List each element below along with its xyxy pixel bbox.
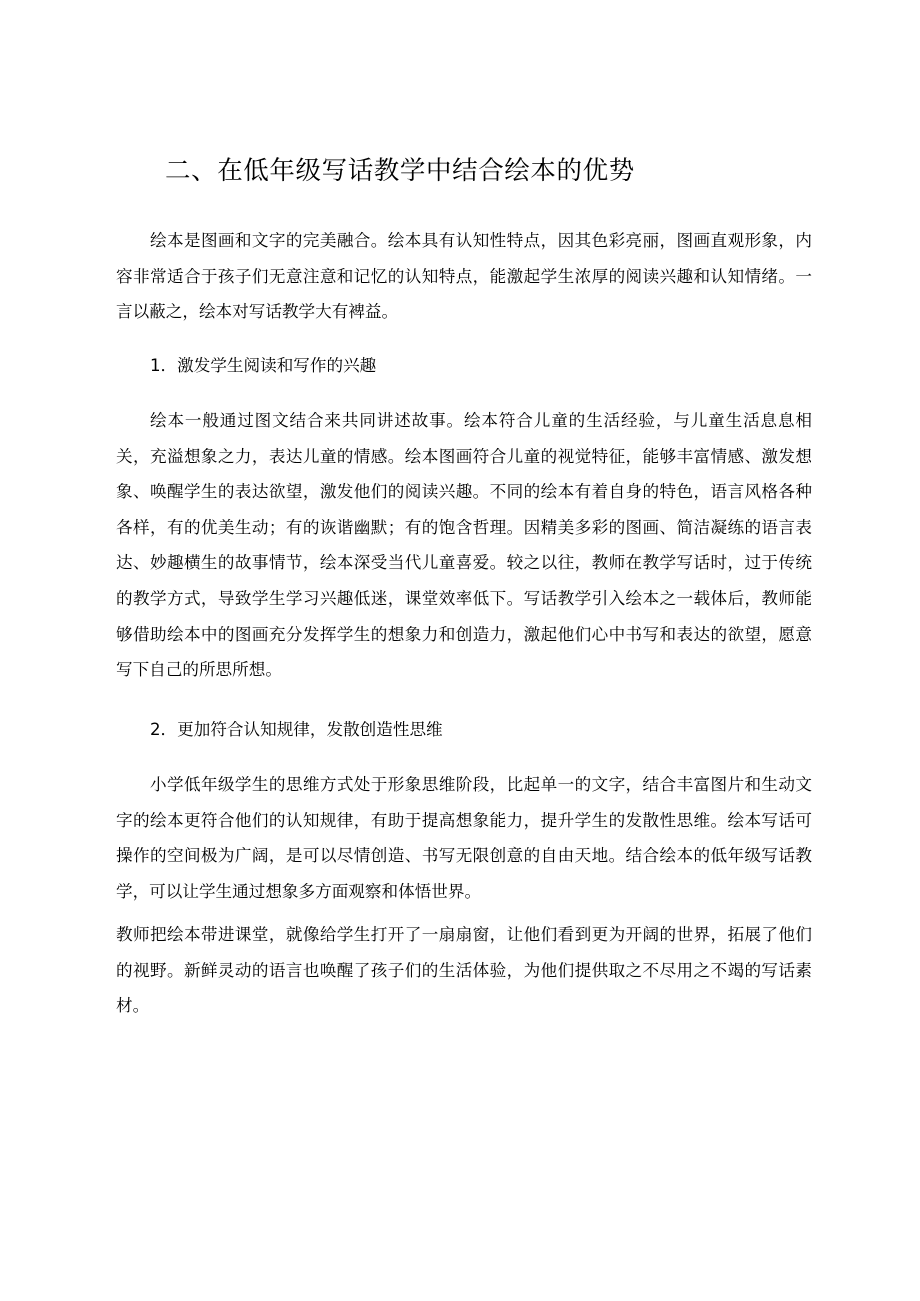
intro-paragraph: 绘本是图画和文字的完美融合。绘本具有认知性特点，因其色彩亮丽，图画直观形象，内容非常适合于孩子们无意注意和记忆的认知特点，能激起学生浓厚的阅读兴趣和认知情绪。一言以蔽之，绘本对写话教学大有裨益。 — [116, 231, 812, 322]
subsection-2-paragraph: 小学低年级学生的思维方式处于形象思维阶段，比起单一的文字，结合丰富图片和生动文字的绘本更符合他们的认知规律，有助于提高想象能力，提升学生的发散性思维。绘本写话可操作的空间极为广阔，是可以尽情创造、书写无限创意的自由天地。结合绘本的低年级写话教学，可以让学生通过想象多方面观察和体悟世界。 — [116, 775, 812, 901]
closing-paragraph: 教师把绘本带进课堂，就像给学生打开了一扇扇窗，让他们看到更为开阔的世界，拓展了他们的视野。新鲜灵动的语言也唤醒了孩子们的生活体验，为他们提供取之不尽用之不竭的写话素材。 — [116, 925, 812, 1016]
section-title: 二、在低年级写话教学中结合绘本的优势 — [165, 156, 635, 186]
subsection-1-paragraph: 绘本一般通过图文结合来共同讲述故事。绘本符合儿童的生活经验，与儿童生活息息相关，充溢想象之力，表达儿童的情感。绘本图画符合儿童的视觉特征，能够丰富情感、激发想象、唤醒学生的表达欲望，激发他们的阅读兴趣。不同的绘本有着自身的特色，语言风格各种各样，有的优美生动；有的诙谐幽默；有的饱含哲理。因精美多彩的图画、简洁凝练的语言表达、妙趣横生的故事情节，绘本深受当代儿童喜爱。较之以往，教师在教学写话时，过于传统的教学方式，导致学生学习兴趣低迷，课堂效率低下。写话教学引入绘本之一载体后，教师能够借助绘本中的图画充分发挥学生的想象力和创造力，激起他们心中书写和表达的欲望，愿意写下自己的所思所想。 — [116, 411, 812, 680]
subsection-heading-2: 2．更加符合认知规律，发散创造性思维 — [150, 720, 443, 739]
subsection-heading-1: 1．激发学生阅读和写作的兴趣 — [150, 356, 377, 375]
